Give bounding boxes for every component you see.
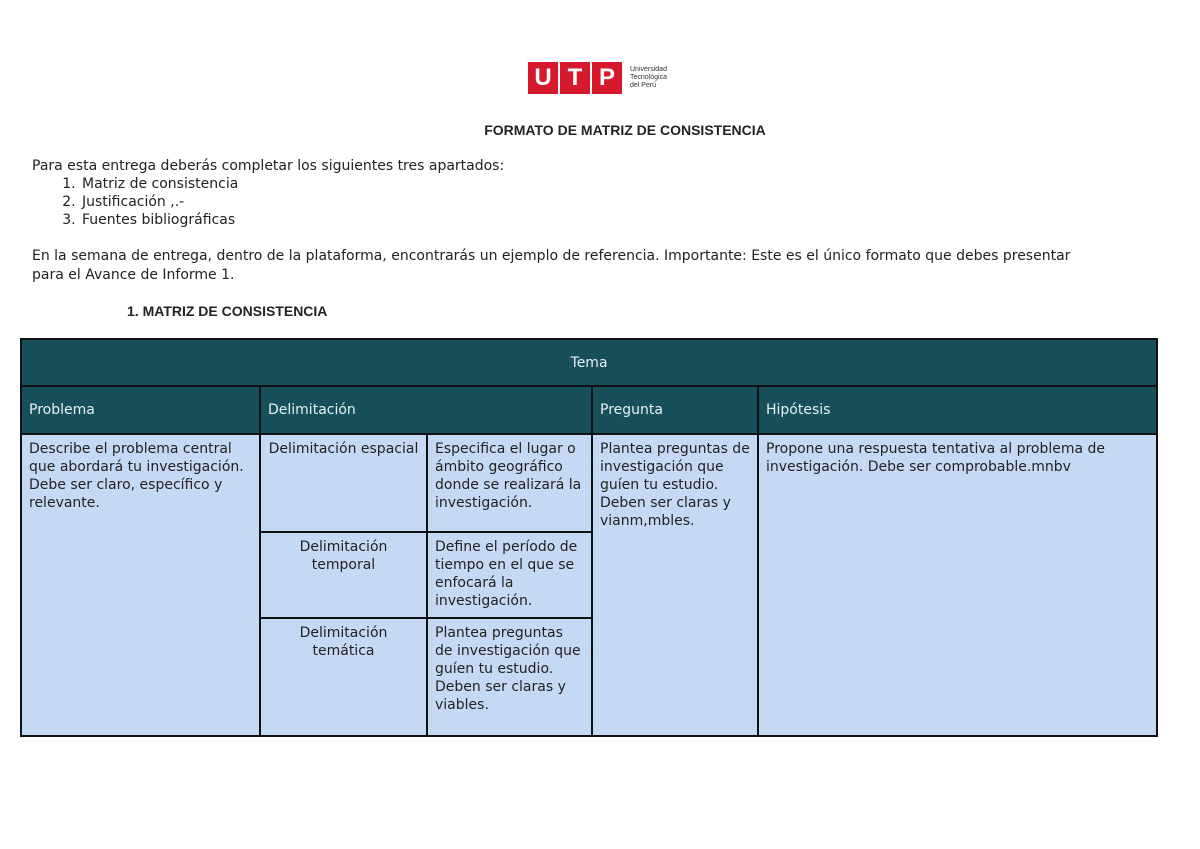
logo-text-line-1: Universidad	[630, 66, 667, 73]
logo-text-line-3: del Perú	[630, 82, 657, 89]
intro-text: Para esta entrega deberás completar los siguientes tres apartados:	[32, 158, 505, 174]
section-heading: 1. MATRIZ DE CONSISTENCIA	[127, 303, 328, 319]
logo-letter-t: T	[560, 62, 590, 94]
logo-text	[630, 66, 667, 90]
header-row	[21, 386, 1157, 434]
list-item: 1. Matriz de consistencia	[80, 175, 504, 193]
tema-row	[21, 339, 1157, 386]
table-row	[21, 434, 1157, 532]
header-delimitacion[interactable]: Delimitación	[260, 386, 592, 434]
delimitacion-tematica-label[interactable]: Delimitación temática	[260, 618, 427, 736]
problema-cell[interactable]: Describe el problema central que abordará tu investigación. Debe ser claro, específico y relevante.	[21, 434, 260, 736]
delimitacion-tematica-description[interactable]: Plantea preguntas de investigación que guíen tu estudio. Deben ser claras y viables.	[427, 618, 592, 736]
utp-logo	[528, 62, 667, 94]
hipotesis-cell[interactable]: Propone una respuesta tentativa al problema de investigación. Debe ser comprobable.mnbv	[758, 434, 1157, 736]
pregunta-cell[interactable]: Plantea preguntas de investigación que guíen tu estudio. Deben ser claras y vianm,mbles.	[592, 434, 758, 736]
list-item: 3. Fuentes bibliográficas	[80, 211, 504, 229]
logo-letter-p: P	[592, 62, 622, 94]
document-title: FORMATO DE MATRIZ DE CONSISTENCIA	[484, 122, 766, 138]
tema-cell[interactable]: Tema	[21, 339, 1157, 386]
delimitacion-temporal-label[interactable]: Delimitación temporal	[260, 532, 427, 618]
header-pregunta[interactable]: Pregunta	[592, 386, 758, 434]
consistency-matrix-table	[20, 338, 1158, 737]
header-hipotesis[interactable]: Hipótesis	[758, 386, 1157, 434]
deliverables-list	[32, 175, 504, 229]
header-problema[interactable]: Problema	[21, 386, 260, 434]
logo-letter-u: U	[528, 62, 558, 94]
list-item: 2. Justificación ,.-	[80, 193, 504, 211]
delimitacion-espacial-label[interactable]: Delimitación espacial	[260, 434, 427, 532]
delimitacion-espacial-description[interactable]: Especifica el lugar o ámbito geográfico donde se realizará la investigación.	[427, 434, 592, 532]
intro-block	[32, 157, 504, 229]
logo-text-line-2: Tecnológica	[630, 74, 667, 81]
reference-note: En la semana de entrega, dentro de la plataforma, encontrarás un ejemplo de referencia. Importante: Este es el único formato que debes presentar para el Avance de Informe 1.	[32, 248, 1071, 283]
delimitacion-temporal-description[interactable]: Define el período de tiempo en el que se enfocará la investigación.	[427, 532, 592, 618]
